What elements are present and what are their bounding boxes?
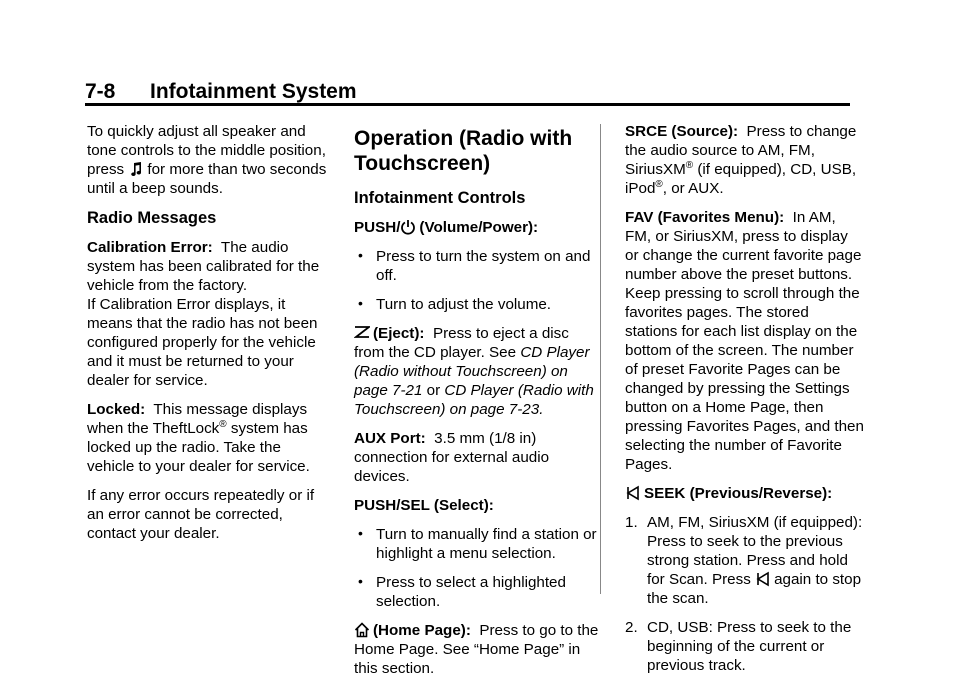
intro-paragraph: To quickly adjust all speaker and tone controls to the middle position, press for more than two seconds until a beep sounds. — [87, 123, 327, 197]
page-number: 7-8 — [85, 80, 116, 103]
repeat-error-paragraph: If any error occurs repeatedly or if an error cannot be corrected, contact your dealer. — [87, 487, 315, 542]
bullet-icon: • — [358, 573, 363, 589]
calibration-error-paragraph: Calibration Error: The audio system has been calibrated for the vehicle from the factory. — [87, 239, 320, 294]
controls-heading: Infotainment Controls — [354, 189, 526, 207]
column-2 — [354, 122, 599, 688]
source-paragraph: SRCE (Source): Press to change the audio source to AM, FM, SiriusXM® (if equipped), CD, USB, iPod®, or AUX. — [625, 123, 857, 197]
eject-paragraph: (Eject): Press to eject a disc from the CD player. See CD Player (Radio without Touchscreen) on page 7-21 or CD Player (Radio with Touchscreen) on page 7-23. — [354, 325, 594, 418]
radio-messages-heading: Radio Messages — [87, 209, 217, 227]
music-note-icon — [128, 161, 144, 177]
column-divider — [600, 124, 601, 594]
bullet-icon: • — [358, 247, 363, 263]
section-heading: Operation (Radio with Touchscreen) — [354, 127, 573, 175]
cd-player-link-2[interactable]: CD Player (Radio with Touchscreen) on page 7-23. — [354, 382, 594, 418]
push-power-label: PUSH/ (Volume/Power): — [354, 219, 539, 236]
calibration-error-paragraph-2: If Calibration Error displays, it means that the radio has not been configured properly for the vehicle and it must be returned to your dealer for service. — [87, 296, 318, 389]
list-item: • Press to select a highlighted selection. — [358, 573, 566, 610]
seek-label: SEEK (Previous/Reverse): — [625, 484, 865, 503]
seek-back-icon — [755, 571, 771, 587]
column-1 — [87, 122, 332, 553]
home-paragraph: (Home Page): Press to go to the Home Page. See “Home Page” in this section. — [354, 622, 599, 677]
list-item: 2. CD, USB: Press to seek to the beginning of the current or previous track. — [625, 619, 852, 674]
list-item: 1. AM, FM, SiriusXM (if equipped): Press to seek to the previous strong station. Press and hold for Scan. Press again to stop the scan. — [625, 514, 863, 607]
list-item: • Press to turn the system on and off. — [358, 247, 591, 284]
favorites-paragraph: FAV (Favorites Menu): In AM, FM, or SiriusXM, press to display or change the current favorite page number above the preset buttons. Keep pressing to scroll through the favorites pages. The stored stations for each list display on the bottom of the screen. The number of preset Favorite Pages can be changed by pressing the Settings button on a Home Page, then pressing Favorites Pages, and then selecting the number of Favorite Pages. — [625, 209, 864, 473]
locked-label: Locked: — [87, 401, 146, 418]
cd-player-link-1[interactable]: CD Player (Radio without Touchscreen) on page 7-21 — [354, 344, 590, 399]
home-icon — [354, 622, 370, 638]
aux-paragraph: AUX Port: 3.5 mm (1/8 in) connection for external audio devices. — [354, 430, 550, 485]
bullet-icon: • — [358, 525, 363, 541]
eject-icon — [354, 325, 370, 341]
chapter-title: Infotainment System — [150, 80, 357, 103]
header-rule — [85, 103, 850, 106]
list-item: • Turn to manually find a station or highlight a menu selection. — [358, 525, 597, 562]
seek-back-icon — [625, 485, 641, 501]
calibration-error-label: Calibration Error: — [87, 239, 213, 256]
power-icon — [400, 219, 416, 235]
push-sel-label: PUSH/SEL (Select): — [354, 497, 494, 514]
locked-paragraph: Locked: This message displays when the TheftLock® system has locked up the radio. Take the vehicle to your dealer for service. — [87, 401, 310, 475]
page-header — [85, 80, 850, 104]
column-3 — [625, 122, 865, 685]
bullet-icon: • — [358, 295, 363, 311]
list-item: • Turn to adjust the volume. — [358, 295, 552, 313]
